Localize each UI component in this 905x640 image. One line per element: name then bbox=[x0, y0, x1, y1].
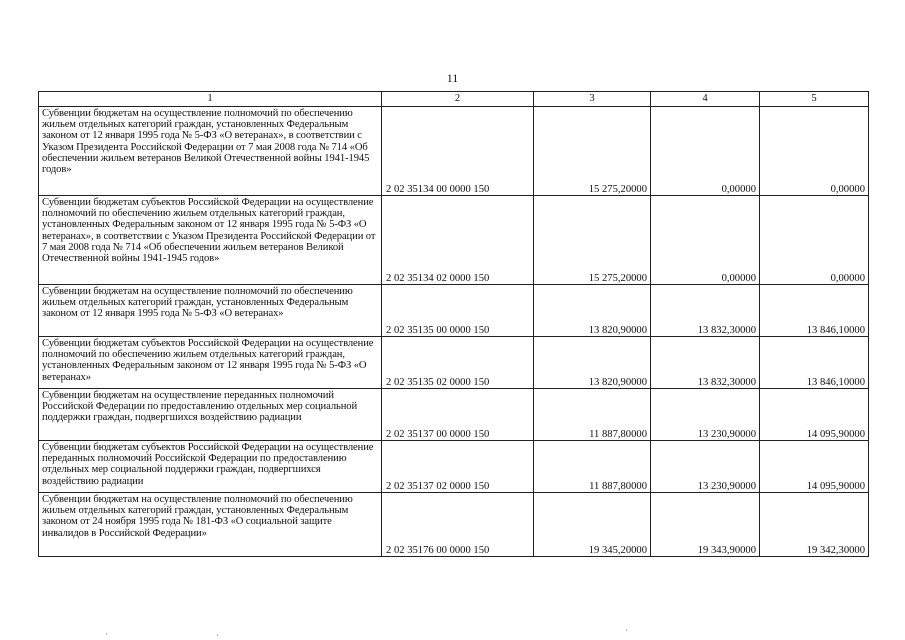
table-row bbox=[39, 337, 869, 389]
row-value-col3: 11 887,80000 bbox=[534, 389, 651, 441]
table-row bbox=[39, 285, 869, 337]
row-description: Субвенции бюджетам на осуществление полномочий по обеспечению жильем отдельных категорий граждан, установленных Федеральным законом от 12 января 1995 года № 5-ФЗ «О ветеранах», в соответствии с Указом Президента Российской Федерации от 7 мая 2008 года № 714 «Об обеспечении жильем ветеранов Великой Отечественной войны 1941-1945 годов» bbox=[39, 107, 382, 196]
row-code: 2 02 35135 02 0000 150 bbox=[382, 337, 534, 389]
column-header-4: 4 bbox=[651, 92, 760, 107]
scan-speck bbox=[626, 629, 627, 631]
table-row bbox=[39, 441, 869, 493]
row-code: 2 02 35134 02 0000 150 bbox=[382, 196, 534, 285]
column-header-1: 1 bbox=[39, 92, 382, 107]
row-value-col4: 13 230,90000 bbox=[651, 389, 760, 441]
page-number: 11 bbox=[446, 71, 459, 85]
row-value-col5: 0,00000 bbox=[760, 107, 869, 196]
row-code: 2 02 35176 00 0000 150 bbox=[382, 493, 534, 557]
table-row bbox=[39, 196, 869, 285]
column-header-2: 2 bbox=[382, 92, 534, 107]
row-value-col5: 19 342,30000 bbox=[760, 493, 869, 557]
row-value-col3: 11 887,80000 bbox=[534, 441, 651, 493]
row-value-col5: 14 095,90000 bbox=[760, 441, 869, 493]
row-value-col3: 19 345,20000 bbox=[534, 493, 651, 557]
column-header-5: 5 bbox=[760, 92, 869, 107]
table-row bbox=[39, 107, 869, 196]
row-code: 2 02 35134 00 0000 150 bbox=[382, 107, 534, 196]
column-header-3: 3 bbox=[534, 92, 651, 107]
row-description: Субвенции бюджетам субъектов Российской Федерации на осуществление полномочий по обеспечению жильем отдельных категорий граждан, установленных Федеральным законом от 12 января 1995 года № 5-ФЗ «О ветеранах» bbox=[39, 337, 382, 389]
table-row bbox=[39, 389, 869, 441]
row-value-col4: 19 343,90000 bbox=[651, 493, 760, 557]
row-value-col3: 13 820,90000 bbox=[534, 285, 651, 337]
row-value-col4: 13 230,90000 bbox=[651, 441, 760, 493]
row-code: 2 02 35135 00 0000 150 bbox=[382, 285, 534, 337]
row-value-col5: 13 846,10000 bbox=[760, 285, 869, 337]
row-value-col5: 0,00000 bbox=[760, 196, 869, 285]
row-code: 2 02 35137 02 0000 150 bbox=[382, 441, 534, 493]
row-value-col3: 15 275,20000 bbox=[534, 107, 651, 196]
table-row bbox=[39, 493, 869, 557]
row-description: Субвенции бюджетам на осуществление полномочий по обеспечению жильем отдельных категорий граждан, установленных Федеральным законом от 12 января 1995 года № 5-ФЗ «О ветеранах» bbox=[39, 285, 382, 337]
scan-speck bbox=[217, 634, 218, 636]
row-value-col5: 14 095,90000 bbox=[760, 389, 869, 441]
row-description: Субвенции бюджетам на осуществление полномочий по обеспечению жильем отдельных категорий граждан, установленных Федеральным законом от 24 ноября 1995 года № 181-ФЗ «О социальной защите инвалидов в Российской Федерации» bbox=[39, 493, 382, 557]
row-value-col4: 13 832,30000 bbox=[651, 337, 760, 389]
row-code: 2 02 35137 00 0000 150 bbox=[382, 389, 534, 441]
row-description: Субвенции бюджетам субъектов Российской Федерации на осуществление полномочий по обеспечению жильем отдельных категорий граждан, установленных Федеральным законом от 12 января 1995 года № 5-ФЗ «О ветеранах», в соответствии с Указом Президента Российской Федерации от 7 мая 2008 года № 714 «Об обеспечении жильем ветеранов Великой Отечественной войны 1941-1945 годов» bbox=[39, 196, 382, 285]
budget-table bbox=[38, 91, 869, 557]
row-description: Субвенции бюджетам субъектов Российской Федерации на осуществление переданных полномочий Российской Федерации по предоставлению отдельных мер социальной поддержки граждан, подвергшихся воздействию радиации bbox=[39, 441, 382, 493]
row-value-col4: 0,00000 bbox=[651, 196, 760, 285]
scan-speck bbox=[106, 633, 107, 635]
row-value-col5: 13 846,10000 bbox=[760, 337, 869, 389]
header-row bbox=[39, 92, 869, 107]
row-value-col3: 15 275,20000 bbox=[534, 196, 651, 285]
row-value-col3: 13 820,90000 bbox=[534, 337, 651, 389]
row-description: Субвенции бюджетам на осуществление переданных полномочий Российской Федерации по предоставлению отдельных мер социальной поддержки граждан, подвергшихся воздействию радиации bbox=[39, 389, 382, 441]
row-value-col4: 13 832,30000 bbox=[651, 285, 760, 337]
row-value-col4: 0,00000 bbox=[651, 107, 760, 196]
